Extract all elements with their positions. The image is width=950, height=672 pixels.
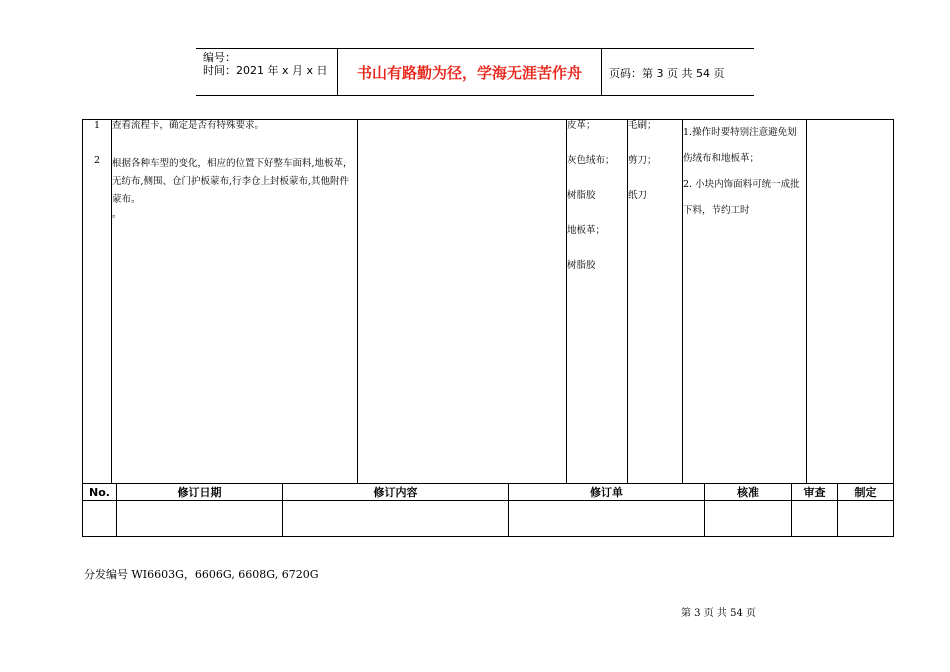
page-info: 页码：第 3 页 共 54 页 (609, 67, 725, 80)
revision-table (82, 483, 894, 537)
step-number-cell (83, 120, 112, 484)
header-divider (601, 48, 602, 96)
header-meta (203, 51, 328, 77)
tool-item: 剪刀； (628, 155, 657, 166)
material-item: 树脂胶 (567, 260, 596, 271)
tool-item: 毛刷； (628, 120, 657, 131)
material-item: 皮革； (567, 120, 596, 131)
instruction-table (82, 119, 894, 484)
step-number: 2 (93, 155, 101, 166)
rev-header-content: 修订内容 (283, 484, 509, 501)
material-item: 灰色绒布； (567, 155, 615, 166)
notes-cell (683, 120, 807, 484)
rev-header-form: 修订单 (509, 484, 705, 501)
step-text: 根据各种车型的变化，相应的位置下好整车面料,地板革，无纺布,侧围、仓门护板蒙布,行李仓上封板蒙布,其他附件蒙布。 (112, 158, 353, 205)
rev-header-review: 审查 (792, 484, 838, 501)
rev-cell (83, 501, 117, 537)
rev-cell (509, 501, 705, 537)
materials-cell (567, 120, 628, 484)
motto: 书山有路勤为径，学海无涯苦作舟 (356, 63, 582, 82)
material-item: 地板革； (567, 225, 606, 236)
rev-header-approve: 核准 (705, 484, 792, 501)
step-text: 查看流程卡，确定是否有特殊要求。 (112, 120, 265, 131)
rev-header-no: No. (83, 484, 117, 501)
step-number: 1 (93, 120, 101, 131)
number-label: 编号： (203, 51, 236, 64)
step-text-cell (112, 120, 358, 484)
note-item: 2. 小块内饰面料可统一成批下料，节约工时 (683, 179, 800, 216)
rev-cell (838, 501, 894, 537)
rev-cell (283, 501, 509, 537)
note-item: 1.操作时要特别注意避免划伤绒布和地板革； (683, 127, 797, 164)
tools-cell (628, 120, 683, 484)
rev-cell (117, 501, 283, 537)
diagram-cell (358, 120, 567, 484)
step-text: 。 (112, 209, 122, 220)
rev-header-date: 修订日期 (117, 484, 283, 501)
blank-cell (807, 120, 894, 484)
time-label: 时间：2021 年 x 月 x 日 (203, 64, 328, 77)
rev-cell (792, 501, 838, 537)
rev-cell (705, 501, 792, 537)
tool-item: 纸刀 (628, 190, 648, 201)
distribution-number: 分发编号 WI6603G，6606G, 6608G, 6720G (84, 568, 319, 581)
page-footer: 第 3 页 共 54 页 (681, 608, 756, 619)
material-item: 树脂胶 (567, 190, 596, 201)
rev-header-make: 制定 (838, 484, 894, 501)
